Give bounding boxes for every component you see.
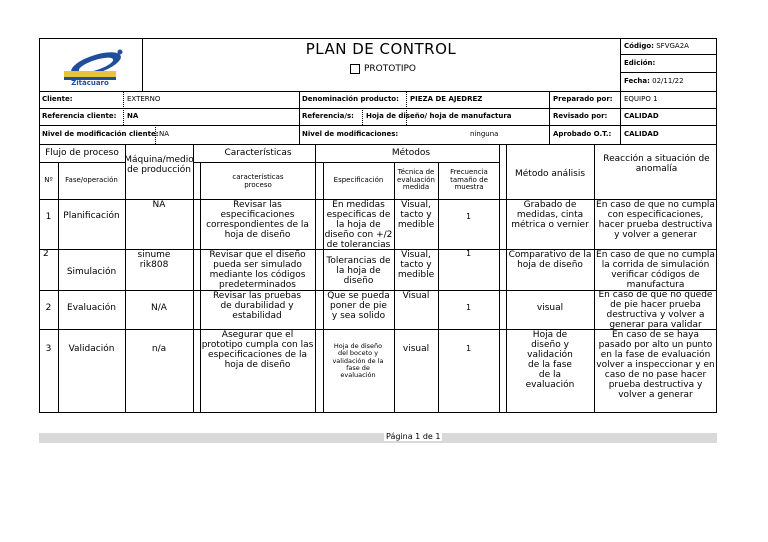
col-line-maq	[193, 144, 194, 413]
edition-row-line	[620, 72, 717, 73]
row4-reaccion: En caso de se haya pasado por alto un punto en la fase de evaluación volver a inspeccionar y en caso de no pase hacer prueba destructiva y volver a generar	[596, 330, 715, 401]
col-reaccion: Reacción a situación de anomalía	[603, 153, 710, 174]
col-flujo: Flujo de proceso	[45, 148, 119, 159]
row3-analisis: visual	[536, 302, 564, 313]
row1-especificacion: En medidas especificas de la hoja de diseño con +/2 de tolerancias	[324, 200, 393, 251]
row4-caracteristica: Asegurar que el prototipo cumpla con las especificaciones de la hoja de diseño	[201, 330, 314, 371]
col-line-freq	[499, 144, 500, 413]
col-maquina: Máquina/medio de producción	[124, 154, 194, 175]
info-divider-e	[123, 91, 124, 125]
date-label: Fecha:	[624, 77, 650, 85]
info-line-2	[39, 125, 717, 126]
col-fase: Fase/operación	[65, 175, 118, 184]
row3-tecnica: Visual	[402, 291, 430, 301]
product-label: Denominación producto:	[302, 95, 399, 103]
row2-frecuencia: 1	[465, 249, 472, 258]
col-tecnica: Técnica de evaluación medida	[397, 167, 435, 192]
row3-fase: Evaluación	[67, 302, 116, 313]
document-title: PLAN DE CONTROL	[305, 40, 457, 58]
row3-maquina: N/A	[151, 302, 167, 313]
client-label: Cliente:	[42, 95, 73, 103]
row1-caracteristica: Revisar las especificaciones correspondientes de la hoja de diseño	[206, 200, 309, 241]
footer-bar	[39, 433, 717, 443]
client-mod-label: Nivel de modificación cliente:	[42, 130, 159, 138]
product-value: PIEZA DE AJEDREZ	[410, 95, 483, 103]
code-field	[624, 42, 689, 50]
row1-num: 1	[45, 211, 52, 222]
col-caracteristicas: Características	[224, 148, 292, 159]
row1-frecuencia: 1	[465, 211, 472, 221]
header-mid-line-char	[193, 162, 323, 163]
client-ref-label: Referencia cliente:	[42, 112, 117, 120]
row4-especificacion: Hoja de diseño del boceto y validación de la fase de evaluación	[332, 342, 384, 380]
row4-maquina: n/a	[151, 343, 167, 354]
header-bottom-line	[39, 91, 717, 92]
info-line-1	[39, 108, 717, 109]
mod-level-value: ninguna	[470, 130, 499, 138]
row4-num: 3	[45, 343, 52, 354]
client-ref-value: NA	[127, 112, 139, 120]
col-analisis: Método análisis	[514, 168, 586, 179]
row1-tecnica: Visual, tacto y medible	[397, 200, 435, 231]
row2-tecnica: Visual, tacto y medible	[397, 250, 435, 281]
date-field	[624, 77, 684, 85]
reviewed-label: Revisado por:	[553, 112, 608, 120]
row3-caracteristica: Revisar las pruebas de durabilidad y estabilidad	[212, 291, 302, 322]
prototype-checkbox	[350, 64, 360, 74]
row2-caracteristica: Revisar que el diseño pueda ser simulado mediante los códigos predeterminados	[209, 250, 306, 291]
mod-level-label: Nivel de modificaciones:	[302, 130, 399, 138]
row2-fase: Simulación	[66, 266, 117, 277]
col-frecuencia: Frecuencia tamaño de muestra	[450, 167, 488, 192]
code-label: Código:	[624, 42, 654, 50]
prepared-value: EQUIPO 1	[624, 95, 658, 103]
info-divider-c	[620, 91, 621, 144]
row2-num: 2	[43, 249, 49, 259]
col-metodos: Métodos	[391, 148, 431, 159]
info-divider-f	[362, 108, 363, 125]
info-divider-a	[299, 91, 300, 144]
row1-maquina: NA	[152, 200, 166, 210]
row4-tecnica: visual	[402, 343, 430, 354]
references-label: Referencia/s:	[302, 112, 354, 120]
header-code-divider	[620, 38, 621, 91]
row2-reaccion: En caso de que no cumpla la corrida de simulación verificar códigos de manufactura	[596, 250, 715, 291]
page-indicator: Página 1 de 1	[386, 432, 441, 441]
date-value: 02/11/22	[652, 77, 684, 85]
prepared-label: Preparado por:	[553, 95, 613, 103]
approved-label: Aprobado O.T.:	[553, 130, 612, 138]
edition-label: Edición:	[624, 59, 656, 67]
row4-frecuencia: 1	[465, 343, 472, 353]
col-especificacion: Especificación	[333, 175, 384, 184]
row2-especificacion: Tolerancias de la hoja de diseño	[326, 255, 391, 287]
row3-especificacion: Que se pueda poner de pie y sea solido	[327, 291, 390, 322]
row1-fase: Planificación	[63, 210, 120, 221]
code-row-line	[620, 54, 717, 55]
row2-analisis: Comparativo de la hoja de diseño	[508, 250, 592, 271]
client-value: EXTERNO	[127, 95, 161, 103]
row2-maquina: sinume rik808	[137, 250, 171, 271]
row3-frecuencia: 1	[465, 302, 472, 312]
row3-reaccion: En caso de que no quede de pie hacer prueba destructiva y volver a generar para validar	[598, 290, 713, 331]
row1-analisis: Grabado de medidas, cinta métrica o vernier	[511, 200, 589, 231]
col-car-proceso: características proceso	[232, 173, 284, 189]
col-line-char	[315, 144, 316, 413]
client-mod-value: NA	[159, 130, 170, 138]
col-num: Nº	[44, 175, 53, 184]
row3-num: 2	[45, 302, 52, 313]
references-value: Hoja de diseño/ hoja de manufactura	[366, 112, 512, 120]
prototype-label: PROTOTIPO	[364, 64, 417, 74]
approved-value: CALIDAD	[624, 130, 659, 138]
reviewed-value: CALIDAD	[624, 112, 659, 120]
company-logo	[60, 44, 126, 90]
info-divider-b	[549, 91, 550, 144]
row4-fase: Validación	[68, 343, 115, 354]
row1-reaccion: En caso de que no cumpla con especificaciones, hacer prueba destructiva y volver a generar	[596, 200, 715, 241]
logo-text: Zitácuaro	[71, 79, 109, 87]
code-value: SFVGA2A	[656, 42, 689, 50]
row4-analisis: Hoja de diseño y validación de la fase de la evaluación	[525, 330, 575, 391]
